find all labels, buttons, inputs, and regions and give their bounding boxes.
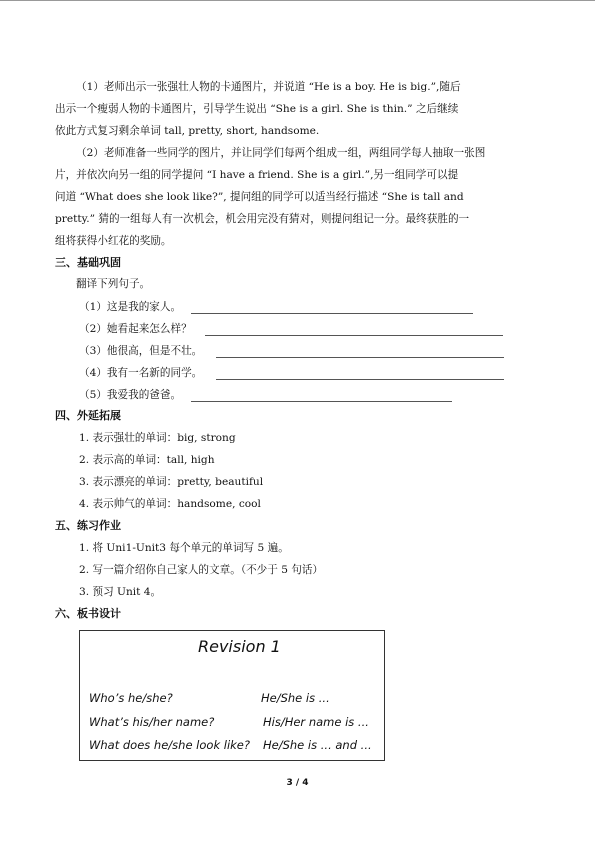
paragraph-line: （1）老师出示一张强壮人物的卡通图片，并说道 “He is a boy. He is big.”,随后 <box>76 81 461 93</box>
top-rule <box>0 0 595 1</box>
paragraph-line: 组将获得小红花的奖励。 <box>55 235 172 247</box>
paragraph-line: 片，并依次向另一组的同学提问 “I have a friend. She is a girl.”,另一组同学可以提 <box>55 169 459 181</box>
translation-item: （5）我爱我的爸爸。 <box>79 389 182 401</box>
vocab-item: 1. 表示强壮的单词：big, strong <box>79 432 236 444</box>
section-heading-extension: 四、外延拓展 <box>55 409 121 422</box>
board-question: Who’s he/she? <box>89 691 173 705</box>
answer-line[interactable] <box>205 335 503 336</box>
paragraph-line: 出示一个瘦弱人物的卡通图片，引导学生说出 “She is a girl. She is thin.” 之后继续 <box>55 103 459 115</box>
paragraph-line: pretty.” 猜的一组每人有一次机会，机会用完没有猜对，则提问组记一分。最终获胜的一 <box>55 213 470 225</box>
section-heading-homework: 五、练习作业 <box>55 519 121 532</box>
activity-paragraph-1 <box>55 76 541 142</box>
board-answer: He/She is ... and ... <box>263 738 372 752</box>
vocab-item: 3. 表示漂亮的单词：pretty, beautiful <box>79 476 264 488</box>
activity-paragraph-2 <box>55 142 541 252</box>
section-heading-board-design: 六、板书设计 <box>55 607 121 620</box>
translation-instruction: 翻译下列句子。 <box>76 278 151 290</box>
board-question: What’s his/her name? <box>89 715 215 729</box>
board-question: What does he/she look like? <box>89 738 250 752</box>
answer-line[interactable] <box>216 379 504 380</box>
homework-item: 3. 预习 Unit 4。 <box>79 586 162 598</box>
translation-item: （3）他很高，但是不壮。 <box>79 345 203 357</box>
board-title: Revision 1 <box>198 637 281 656</box>
translation-item: （4）我有一名新的同学。 <box>79 367 203 379</box>
answer-line[interactable] <box>191 401 452 402</box>
homework-item: 2. 写一篇介绍你自己家人的文章。（不少于 5 句话） <box>79 564 324 576</box>
vocab-item: 4. 表示帅气的单词：handsome, cool <box>79 498 261 510</box>
board-answer: He/She is ... <box>261 691 330 705</box>
answer-line[interactable] <box>216 357 504 358</box>
paragraph-line: （2）老师准备一些同学的图片，并让同学们每两个组成一组，两组同学每人抽取一张图 <box>76 147 486 159</box>
translation-item: （2）她看起来怎么样？ <box>79 323 192 335</box>
translation-item: （1）这是我的家人。 <box>79 301 182 313</box>
paragraph-line: 依此方式复习剩余单词 tall, pretty, short, handsome. <box>55 125 320 137</box>
blackboard-design-box <box>79 630 385 761</box>
section-heading-basic-practice: 三、基础巩固 <box>55 256 121 269</box>
page-number: 3 / 4 <box>286 778 309 788</box>
vocab-item: 2. 表示高的单词：tall, high <box>79 454 215 466</box>
homework-item: 1. 将 Uni1-Unit3 每个单元的单词写 5 遍。 <box>79 542 289 554</box>
paragraph-line: 问道 “What does she look like?”, 提问组的同学可以适当经行描述 “She is tall and <box>55 191 464 203</box>
board-answer: His/Her name is ... <box>263 715 369 729</box>
answer-line[interactable] <box>191 313 473 314</box>
